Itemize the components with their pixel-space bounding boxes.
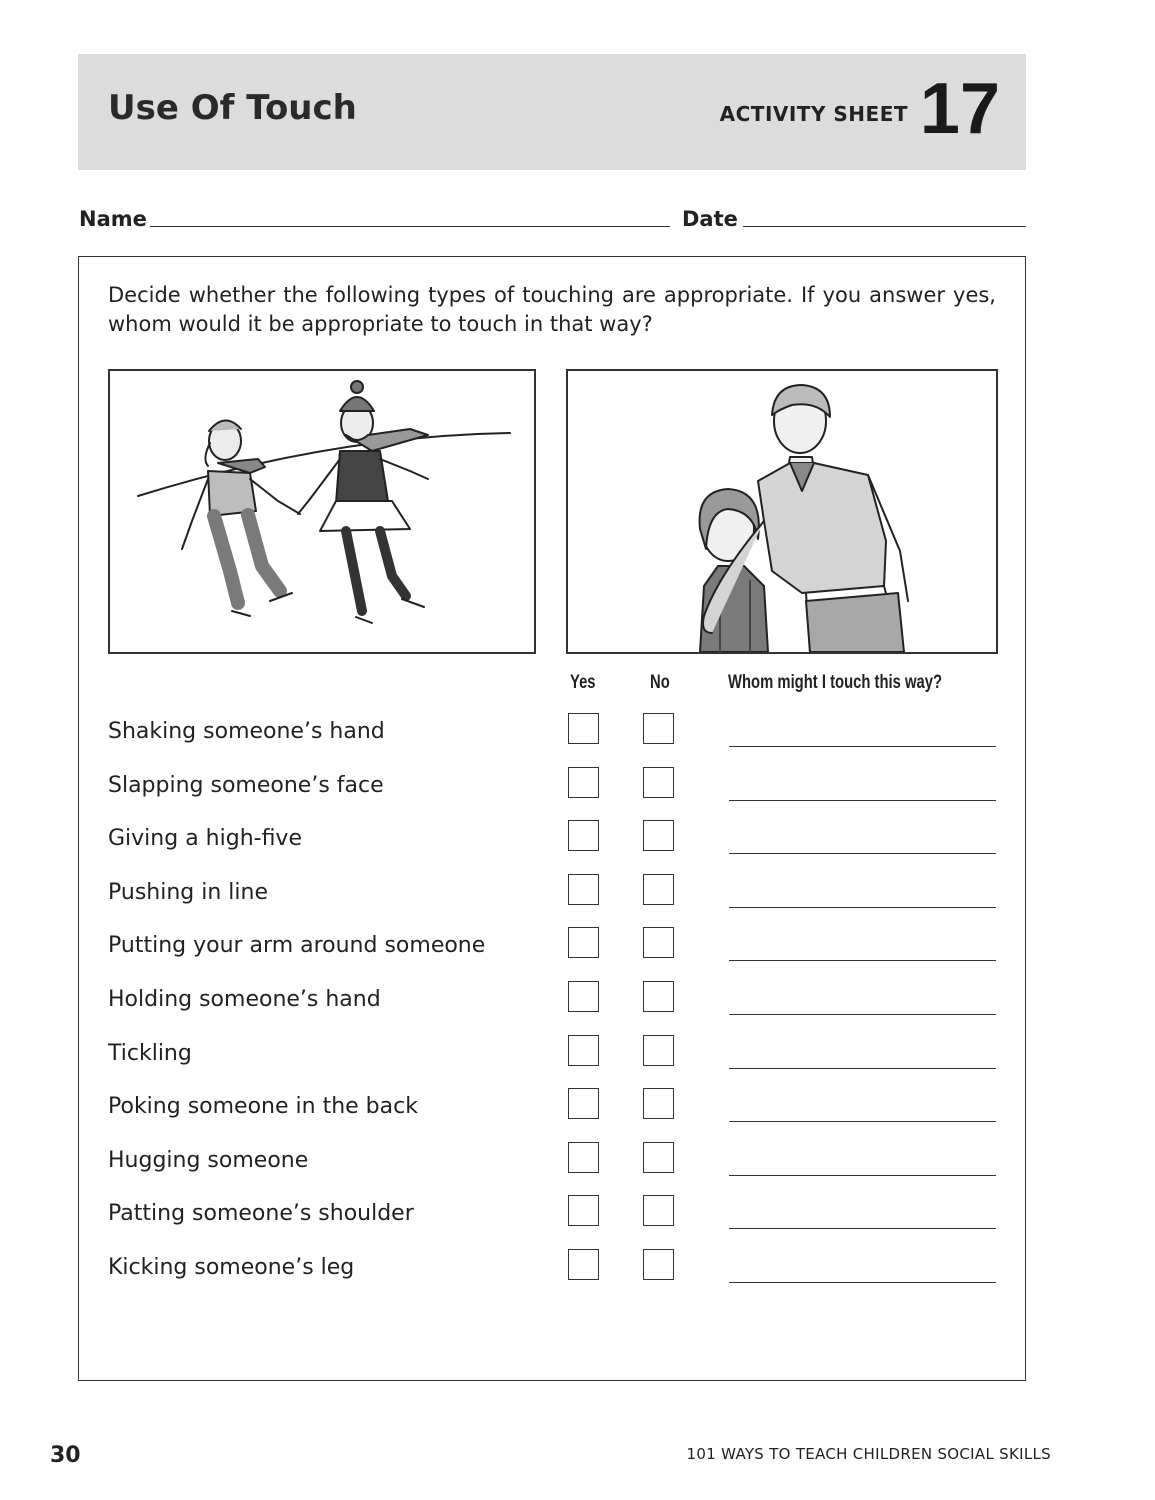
table-row — [0, 713, 1155, 767]
no-checkbox[interactable] — [643, 1195, 674, 1226]
row-label: Putting your arm around someone — [108, 933, 486, 958]
whom-answer-line[interactable] — [729, 1175, 996, 1176]
row-label: Pushing in line — [108, 880, 268, 905]
row-label: Slapping someone’s face — [108, 773, 384, 798]
table-row — [0, 1249, 1155, 1303]
whom-answer-line[interactable] — [729, 1068, 996, 1069]
father-child-illustration — [566, 369, 998, 654]
page-title: Use Of Touch — [108, 88, 357, 128]
book-title-footer: 101 WAYS TO TEACH CHILDREN SOCIAL SKILLS — [686, 1445, 1051, 1463]
row-label: Giving a high-five — [108, 826, 302, 851]
yes-checkbox[interactable] — [568, 1249, 599, 1280]
table-row — [0, 1195, 1155, 1249]
no-checkbox[interactable] — [643, 713, 674, 744]
column-header-yes: Yes — [570, 672, 596, 693]
table-row — [0, 981, 1155, 1035]
yes-checkbox[interactable] — [568, 1035, 599, 1066]
table-row — [0, 820, 1155, 874]
yes-checkbox[interactable] — [568, 1088, 599, 1119]
no-checkbox[interactable] — [643, 767, 674, 798]
yes-checkbox[interactable] — [568, 1142, 599, 1173]
yes-checkbox[interactable] — [568, 713, 599, 744]
name-field-line[interactable] — [150, 226, 670, 227]
row-label: Poking someone in the back — [108, 1094, 418, 1119]
table-row — [0, 767, 1155, 821]
table-row — [0, 1142, 1155, 1196]
yes-checkbox[interactable] — [568, 874, 599, 905]
whom-answer-line[interactable] — [729, 800, 996, 801]
whom-answer-line[interactable] — [729, 960, 996, 961]
activity-sheet-label: ACTIVITY SHEET — [719, 102, 908, 126]
whom-answer-line[interactable] — [729, 907, 996, 908]
no-checkbox[interactable] — [643, 927, 674, 958]
table-row — [0, 874, 1155, 928]
instructions-text: Decide whether the following types of touching are appropriate. If you answer yes, whom would it be appropriate to touch in that way? — [108, 283, 996, 336]
no-checkbox[interactable] — [643, 1249, 674, 1280]
row-label: Shaking someone’s hand — [108, 719, 385, 744]
column-header-no: No — [650, 672, 670, 693]
no-checkbox[interactable] — [643, 1088, 674, 1119]
no-checkbox[interactable] — [643, 981, 674, 1012]
yes-checkbox[interactable] — [568, 981, 599, 1012]
yes-checkbox[interactable] — [568, 927, 599, 958]
no-checkbox[interactable] — [643, 1035, 674, 1066]
row-label: Tickling — [108, 1041, 192, 1066]
yes-checkbox[interactable] — [568, 820, 599, 851]
row-label: Patting someone’s shoulder — [108, 1201, 414, 1226]
date-label: Date — [682, 207, 738, 231]
no-checkbox[interactable] — [643, 1142, 674, 1173]
yes-checkbox[interactable] — [568, 767, 599, 798]
no-checkbox[interactable] — [643, 874, 674, 905]
name-label: Name — [79, 207, 147, 231]
header-band — [78, 54, 1026, 170]
yes-checkbox[interactable] — [568, 1195, 599, 1226]
activity-sheet-number: 17 — [919, 69, 1000, 149]
whom-answer-line[interactable] — [729, 1282, 996, 1283]
whom-answer-line[interactable] — [729, 1228, 996, 1229]
whom-answer-line[interactable] — [729, 1014, 996, 1015]
whom-answer-line[interactable] — [729, 1121, 996, 1122]
column-header-whom: Whom might I touch this way? — [728, 672, 943, 693]
row-label: Holding someone’s hand — [108, 987, 381, 1012]
ice-skating-illustration — [108, 369, 536, 654]
date-field-line[interactable] — [743, 226, 1026, 227]
table-row — [0, 1035, 1155, 1089]
whom-answer-line[interactable] — [729, 853, 996, 854]
whom-answer-line[interactable] — [729, 746, 996, 747]
table-row — [0, 927, 1155, 981]
row-label: Hugging someone — [108, 1148, 309, 1173]
row-label: Kicking someone’s leg — [108, 1255, 355, 1280]
page-number: 30 — [50, 1443, 81, 1468]
no-checkbox[interactable] — [643, 820, 674, 851]
table-row — [0, 1088, 1155, 1142]
